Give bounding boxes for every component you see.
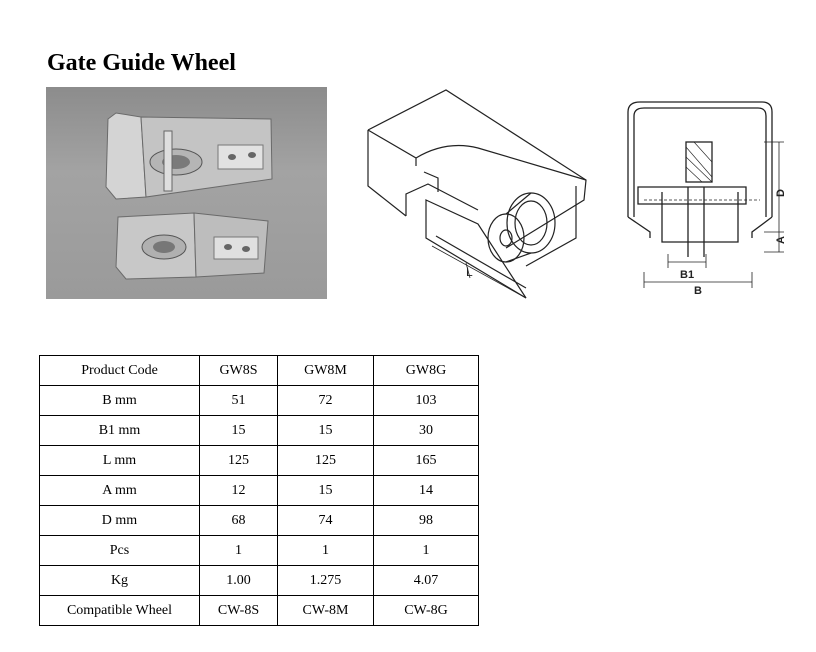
table-cell: 74 [278, 506, 374, 536]
table-cell: 103 [374, 386, 479, 416]
guide-wheel-photo-illustration [46, 87, 327, 299]
table-row [40, 386, 479, 416]
spec-table [39, 355, 479, 626]
table-cell: CW-8S [200, 596, 278, 626]
dimension-label-b1: B1 [680, 269, 695, 281]
table-cell: 1.275 [278, 566, 374, 596]
header-cell: GW8G [374, 356, 479, 386]
table-cell: A mm [40, 476, 200, 506]
dimension-label-d: D [775, 189, 787, 197]
table-row [40, 416, 479, 446]
table-cell: 72 [278, 386, 374, 416]
table-row [40, 446, 479, 476]
table-cell: 15 [278, 476, 374, 506]
table-cell: 4.07 [374, 566, 479, 596]
table-cell: 30 [374, 416, 479, 446]
table-row [40, 566, 479, 596]
table-cell: 98 [374, 506, 479, 536]
table-row [40, 596, 479, 626]
cross-section-drawing [614, 92, 790, 297]
table-cell: 1 [278, 536, 374, 566]
table-cell: 165 [374, 446, 479, 476]
table-cell: Kg [40, 566, 200, 596]
table-cell: 51 [200, 386, 278, 416]
table-cell: Compatible Wheel [40, 596, 200, 626]
table-header-row [40, 356, 479, 386]
header-cell: GW8M [278, 356, 374, 386]
table-cell: L mm [40, 446, 200, 476]
dimension-label-l: L [466, 265, 473, 279]
table-cell: 125 [200, 446, 278, 476]
table-cell: 125 [278, 446, 374, 476]
table-cell: 1.00 [200, 566, 278, 596]
header-cell: Product Code [40, 356, 200, 386]
dimension-label-b: B [694, 285, 702, 297]
table-cell: Pcs [40, 536, 200, 566]
table-cell: 14 [374, 476, 479, 506]
table-row [40, 506, 479, 536]
table-cell: 15 [200, 416, 278, 446]
table-cell: CW-8G [374, 596, 479, 626]
table-cell: 68 [200, 506, 278, 536]
perspective-drawing [366, 88, 596, 303]
table-cell: 15 [278, 416, 374, 446]
table-cell: 1 [374, 536, 479, 566]
table-cell: CW-8M [278, 596, 374, 626]
table-cell: 1 [200, 536, 278, 566]
product-photo [46, 87, 327, 299]
header-cell: GW8S [200, 356, 278, 386]
dimension-label-a: A [775, 236, 787, 244]
page-title: Gate Guide Wheel [47, 50, 236, 76]
table-cell: B mm [40, 386, 200, 416]
table-row [40, 476, 479, 506]
table-row [40, 536, 479, 566]
table-cell: D mm [40, 506, 200, 536]
table-cell: 12 [200, 476, 278, 506]
table-cell: B1 mm [40, 416, 200, 446]
